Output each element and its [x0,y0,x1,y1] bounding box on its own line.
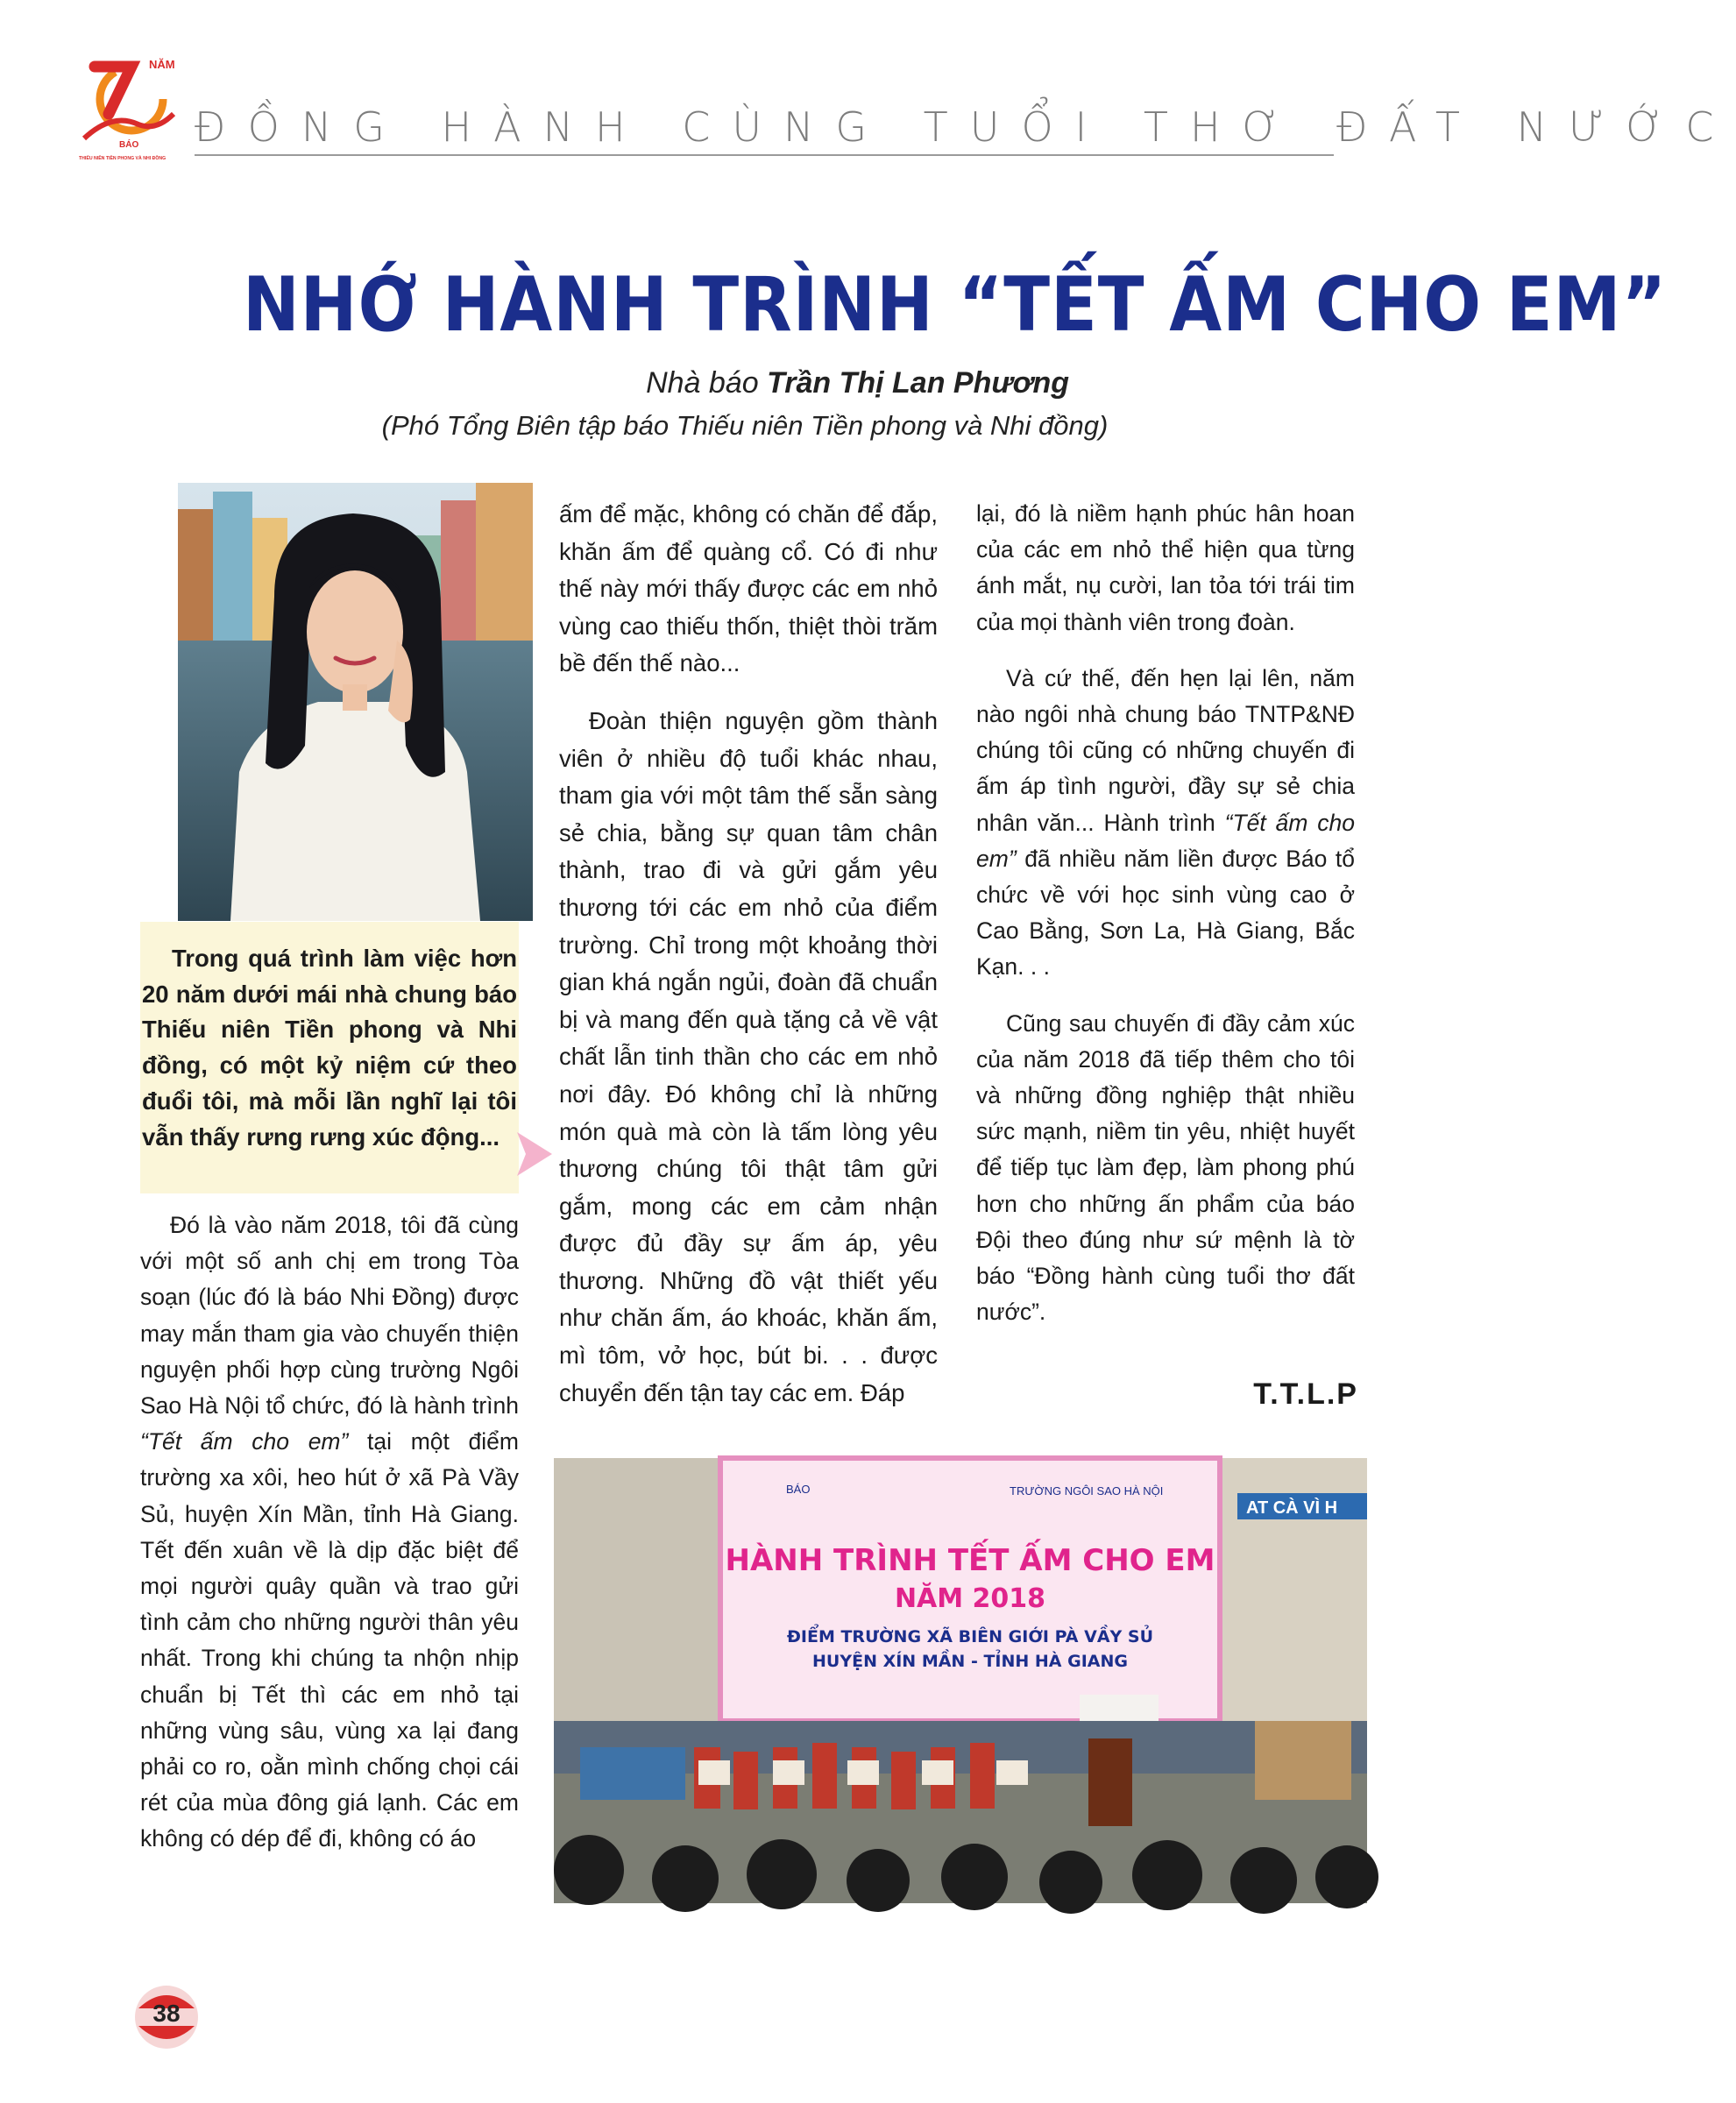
paragraph: Cũng sau chuyến đi đầy cảm xúc của năm 2018 đã tiếp thêm cho tôi và những đồng nghiệp thật nhiều sức mạnh, niềm tin yêu, nhiệt huyết để tiếp tục làm đẹp, làm phong phú hơn cho những ấn phẩm của báo Đội theo đúng như sứ mệnh là tờ báo “Đồng hành cùng tuổi thơ đất nước”. [976,1009,1355,1326]
event-group-photo [554,1458,1367,1903]
article-title: NHỚ HÀNH TRÌNH “TẾT ẤM CHO EM” [243,261,1668,349]
paragraph-text: Đó là vào năm 2018, tôi đã cùng với một số anh chị em trong Tòa soạn (lúc đó là báo Nhi Đồng) được may mắn tham gia vào chuyến thiện nguyện phối hợp cùng trường Ngôi Sao Hà Nội tổ chức, đó là hành trình [140,1212,519,1420]
logo-publication-text: THIẾU NIÊN TIỀN PHONG VÀ NHI ĐỒNG [79,156,167,161]
paragraph: ấm để mặc, không có chăn để đắp, khăn ấm để quàng cổ. Có đi như thế này mới thấy được các em nhỏ vùng cao thiếu thốn, thiệt thòi trăm bề đến thế nào... [559,500,938,677]
paragraph-text: tại một điểm trường xa xôi, heo hút ở xã Pà Vầy Sủ, huyện Xín Mần, tỉnh Hà Giang. Tết đến xuân về là dịp đặc biệt để mọi người quây quần và trao gửi tình cảm cho những người thân yêu nhất. Trong khi chúng ta nhộn nhịp chuẩn bị Tết thì các em nhỏ tại những vùng sâu, vùng xa lại đang phải co ro, oằn mình chống chọi cái rét của mùa đông giá lạnh. Các em không có dép để đi, không có áo [140,1428,519,1852]
header-divider [195,154,1334,156]
school-sign-text: AT CÀ VÌ H [1246,1498,1338,1518]
paragraph [140,1207,519,1858]
author-role: (Phó Tổng Biên tập báo Thiếu niên Tiền phong và Nhi đồng) [381,410,1109,441]
paragraph: Đoàn thiện nguyện gồm thành viên ở nhiều độ tuổi khác nhau, tham gia với một tâm thế sẵn sàng sẻ chia, bằng sự quan tâm chân thành, trao đi và gửi gắm yêu thương tới các em nhỏ của điểm trường. Chỉ trong một khoảng thời gian khá ngắn ngủi, đoàn đã chuẩn bị và mang đến quà tặng cả về vật chất lẫn tinh thần cho các em nhỏ nơi đây. Đó không chỉ là những món quà mà còn là tấm lòng yêu thương chúng tôi thật tâm gửi gắm, mong các em cảm nhận được đủ đầy sự ấm áp, yêu thương. Những đồ vật thiết yếu như chăn ấm, áo khoác, khăn ấm, mì tôm, vở học, bút bi. . . được chuyển đến tận tay các em. Đáp [559,706,938,1406]
pink-arrow-icon [517,1123,552,1185]
author-name: Trần Thị Lan Phương [767,366,1069,400]
header-tagline: ĐỒNG HÀNH CÙNG TUỔI THƠ ĐẤT NƯỚC [195,103,1736,151]
author-portrait-photo [178,483,533,921]
banner-bao-text: BÁO [786,1483,811,1496]
paragraph [976,661,1355,986]
page-number: 38 [152,2000,181,2027]
author-signoff: T.T.L.P [1253,1377,1358,1411]
emphasis-text: “Tết ấm cho em” [140,1428,349,1455]
article-byline [526,366,1069,400]
emphasis-text: “Tết ấm cho em” [976,809,1355,872]
article-column-1 [140,1207,519,1878]
article-lead: Trong quá trình làm việc hơn 20 năm dưới mái nhà chung báo Thiếu niên Tiền phong và Nhi đồng, có một kỷ niệm cứ theo đuổi tôi, mà mỗi lần nghĩ lại tôi vẫn thấy rưng rưng xúc động... [142,945,517,1151]
banner-year-text: NĂM 2018 [894,1583,1046,1614]
article-column-2 [559,496,938,1432]
anniversary-logo-icon [77,51,189,165]
paragraph: lại, đó là niềm hạnh phúc hân hoan của các em nhỏ thể hiện qua từng ánh mắt, nụ cười, lan tỏa tới trái tim của mọi thành viên trong đoàn. [976,500,1355,635]
logo-nam-text: NĂM [149,58,175,71]
paragraph-text: đã nhiều năm liền được Báo tổ chức về với học sinh vùng cao ở Cao Bằng, Sơn La, Hà Giang, Bắc Kạn. . . [976,845,1355,981]
author-prefix: Nhà báo [646,366,768,400]
banner-location-text: ĐIỂM TRƯỜNG XÃ BIÊN GIỚI PÀ VẦY SỦ [786,1627,1154,1646]
banner-school-text: TRƯỜNG NGÔI SAO HÀ NỘI [1010,1484,1164,1498]
banner-title-text: HÀNH TRÌNH TẾT ẤM CHO EM [725,1543,1215,1578]
banner-district-text: HUYỆN XÍN MẦN - TỈNH HÀ GIANG [812,1652,1128,1671]
paragraph-text: Và cứ thế, đến hẹn lại lên, năm nào ngôi nhà chung báo TNTP&NĐ chúng tôi cũng có những chuyến đi ấm áp tình người, đầy sự sẻ chia nhân văn... Hành trình [976,664,1355,836]
article-column-3 [976,496,1355,1350]
logo-bao-text: BÁO [119,140,139,150]
